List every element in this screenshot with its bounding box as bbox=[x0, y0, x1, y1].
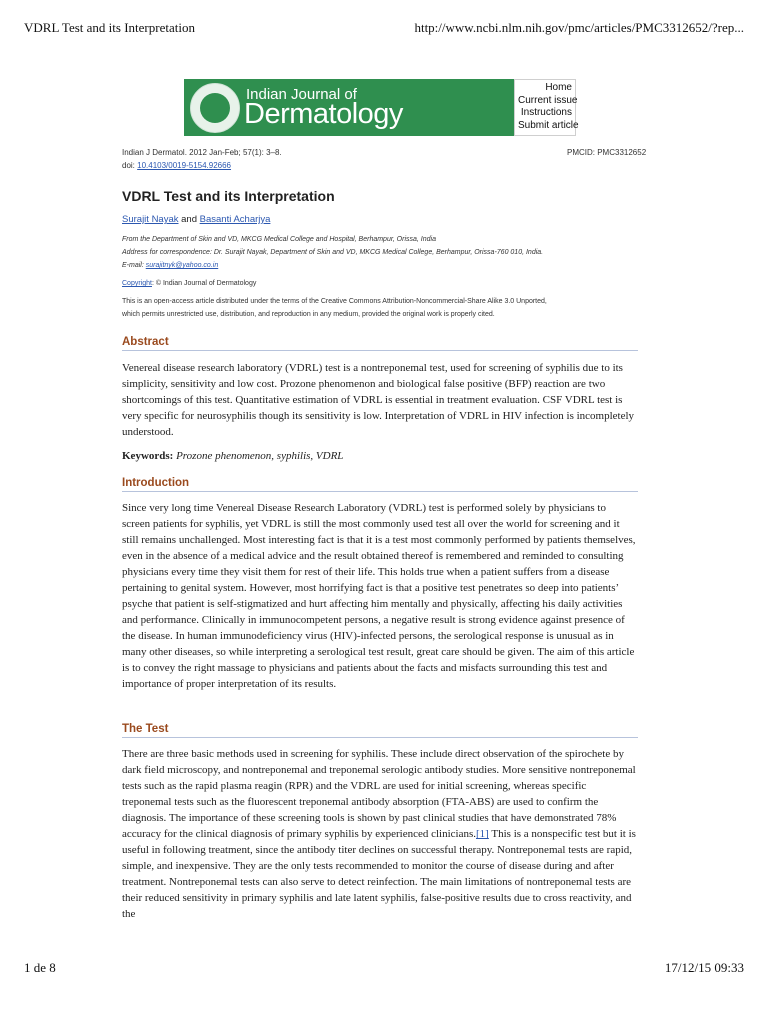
author-separator: and bbox=[181, 214, 197, 225]
email-line bbox=[122, 262, 218, 269]
copyright-link[interactable]: Copyright bbox=[122, 280, 152, 287]
keywords-value: Prozone phenomenon, syphilis, VDRL bbox=[176, 450, 344, 462]
introduction-text: Since very long time Venereal Disease Research Laboratory (VDRL) test is performed solely by physicians to screen patients for syphilis, yet VDRL is still the most commonly used test all over the world for screening and it still remains unchallenged. Most interesting fact is that it is a test most commonly performed by patients themselves, even in the absence of a medical advice and the result obtained thereof is remembered and reminded to consulting physicians every time they visit them for rest of their life. This holds true when a patient suffers from a disease pertaining to genital system. However, most horrifying fact is that a positive test penetrates so deep into patients’ psyche that patient is self-stigmatized and hurt affecting him mentally and physically, affecting his daily activities and performance. Clinically in immunocompetent persons, a negative result is strong evidence against presence of the disease. In human immunodeficiency virus (HIV)-infected persons, the serological response is unusual as in many other diseases, so while interpreting a serological test result, great care should be given. The aim of this article is to convey the right massage to physicians and patients about the facts and misfacts surrounding this test and importance of proper interpretation of its results. bbox=[122, 502, 636, 690]
nav-link-instructions[interactable]: Instructions bbox=[520, 107, 572, 118]
copyright-text: : © Indian Journal of Dermatology bbox=[151, 280, 257, 287]
abstract-heading: Abstract bbox=[122, 336, 638, 351]
keywords-line bbox=[122, 448, 636, 464]
journal-seal-logo bbox=[190, 83, 240, 133]
email-label: E-mail: bbox=[122, 262, 144, 269]
copyright-line bbox=[122, 280, 256, 287]
nav-link-home[interactable]: Home bbox=[545, 82, 572, 93]
journal-title-line2: Dermatology bbox=[244, 98, 403, 130]
article-title: VDRL Test and its Interpretation bbox=[122, 188, 335, 204]
author-list bbox=[122, 214, 270, 225]
page-title-header: VDRL Test and its Interpretation bbox=[24, 20, 195, 35]
journal-banner bbox=[184, 79, 579, 136]
license-line-1: This is an open-access article distributed under the terms of the Creative Commons Attribution-Noncommercial-Share Alike 3.0 Unported, bbox=[122, 298, 547, 305]
the-test-heading: The Test bbox=[122, 723, 638, 738]
journal-nav bbox=[514, 79, 579, 136]
keywords-label: Keywords: bbox=[122, 450, 174, 462]
pmcid: PMCID: PMC3312652 bbox=[567, 148, 647, 157]
page-url-header: http://www.ncbi.nlm.nih.gov/pmc/articles/PMC3312652/?rep... bbox=[414, 20, 744, 35]
email-link[interactable]: surajitnyk@yahoo.co.in bbox=[145, 262, 219, 269]
journal-title-line1: Indian Journal of bbox=[246, 86, 357, 103]
reference-link-1[interactable]: [1] bbox=[476, 828, 489, 840]
nav-link-submit-article[interactable]: Submit article bbox=[518, 119, 579, 131]
abstract-text: Venereal disease research laboratory (VDRL) test is a nontreponemal test, used for screening of syphilis due to its simplicity, sensitivity and low cost. Prozone phenomenon and biological false positive (BFP) reaction are two shortcomings of this test. Quantitative estimation of VDRL is essential in treatment evaluation. CSF VDRL test is very specific for neurosyphilis though its sensitivity is low. Interpretation of VDRL in HIV infection is incompletely understood. bbox=[122, 362, 635, 438]
introduction-heading: Introduction bbox=[122, 477, 638, 492]
author-link-1[interactable]: Surajit Nayak bbox=[122, 214, 179, 225]
the-test-text-part1: There are three basic methods used in screening for syphilis. These include direct observation of the spirochete by dark field microscopy, and nontreponemal and treponemal serologic antibody studies. More sensitive nontreponemal tests such as the rapid plasma reagin (RPR) and the VDRL are used for initial screening, whereas specific treponemal tests such as the fluorescent treponemal antibody absorption (FTA-ABS) are used to confirm the diagnosis. The importance of these screening tools is shown by past clinical studies that have demonstrated 78% accuracy for the clinical diagnosis of primary syphilis by experienced clinicians. bbox=[122, 748, 636, 840]
nav-link-current-issue[interactable]: Current issue bbox=[518, 94, 578, 106]
citation-line: Indian J Dermatol. 2012 Jan-Feb; 57(1): 3–8. bbox=[122, 148, 282, 157]
doi-label: doi: bbox=[122, 161, 135, 170]
doi-link[interactable]: 10.4103/0019-5154.92666 bbox=[137, 161, 232, 170]
doi-line bbox=[122, 161, 231, 170]
the-test-text-part2: This is a nonspecific test but it is useful in following treatment, since the antibody titer declines on successful therapy. Nontreponemal tests are rapid, simple, and inexpensive. They are the only tests recommended to monitor the course of disease during and after treatment. Nontreponemal tests can also serve to detect reinfection. The main limitations of nontreponemal tests are their reduced sensitivity in primary syphilis and late latent syphilis, false-positive results due to cross reactivity, and the bbox=[122, 828, 636, 920]
license-line-2: which permits unrestricted use, distribution, and reproduction in any medium, provided the original work is properly cited. bbox=[122, 311, 495, 318]
author-link-2[interactable]: Basanti Acharjya bbox=[199, 214, 271, 225]
affiliation: From the Department of Skin and VD, MKCG Medical College and Hospital, Berhampur, Orissa, India bbox=[122, 236, 436, 243]
the-test-text bbox=[122, 746, 636, 922]
correspondence: Address for correspondence: Dr. Surajit Nayak, Department of Skin and VD, MKCG Medical College, Berhampur, Orissa-760 010, India. bbox=[122, 249, 544, 256]
print-timestamp-footer: 17/12/15 09:33 bbox=[664, 960, 744, 975]
page-count-footer: 1 de 8 bbox=[24, 960, 56, 975]
